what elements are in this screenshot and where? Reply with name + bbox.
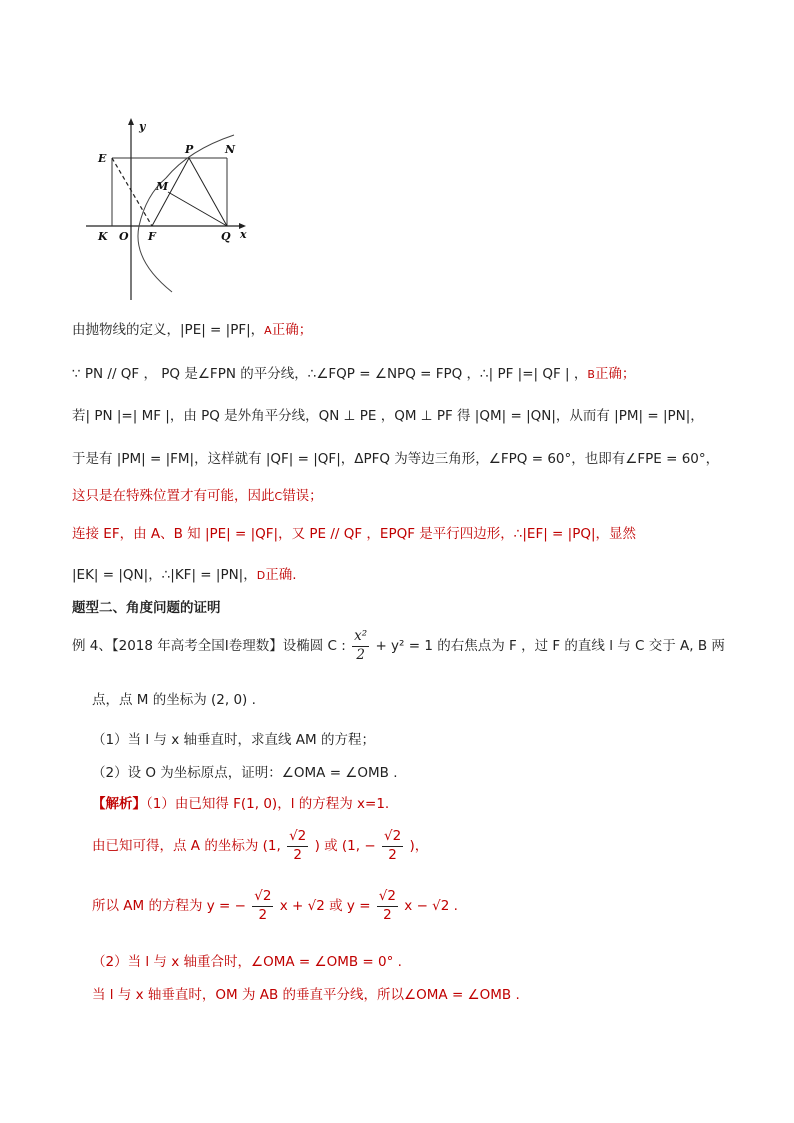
fraction-sqrt2-over-2: $\frac{√2}{2}$ [383,828,402,863]
paragraph-4: 于是有 |PM| = |FM|，这样就有 |QF| = |QF|，ΔPFQ 为等边三角形，∠FPQ = 60°，也即有∠FPE = 60°， [72,451,720,467]
option-letter-D: D [256,569,266,582]
label-M: M [156,180,169,193]
case-coincide-line: （2）当 l 与 x 轴重合时，∠OMA = ∠OMB = 0° . [92,954,402,970]
example-4-line-2: 点，点 M 的坐标为 (2, 0) . [92,692,256,708]
y-axis-arrow [128,118,134,125]
ellipse-fraction: $\frac{\text{x²}}{2}$ [354,628,368,663]
fraction-sqrt2-over-2: $\frac{√2}{2}$ [289,828,307,863]
paragraph-5: 这只是在特殊位置才有可能，因此C错误； [72,488,323,504]
label-O: O [119,230,129,243]
analysis-tag: 【解析】 [92,796,146,812]
label-Q: Q [221,230,231,243]
option-letter-B: B [587,368,595,381]
point-a-line: 由已知可得，点 A 的坐标为 (1, $\frac{√2}{2}$ ) 或 (1, − $\frac{√2}{2}$ )， [92,828,429,863]
label-K: K [98,230,108,243]
paragraph-3: 若| PN |=| MF |，由 PQ 是外角平分线，QN ⊥ PE ，QM ⊥ PF 得 |QM| = |QN|，从而有 |PM| = |PN|， [72,408,704,424]
option-letter-C: C [274,490,283,503]
label-y: y [139,120,146,133]
option-letter-A: A [264,324,272,337]
paragraph-2: ∵ PN // QF ， PQ 是∠FPN 的平分线，∴∠FQP = ∠NPQ = FPQ ，∴| PF |=| QF | ，B正确； [72,366,636,382]
label-N: N [225,143,236,156]
fraction-sqrt2-over-2: $\frac{√2}{2}$ [254,888,272,923]
am-equation-line: 所以 AM 的方程为 y = − $\frac{√2}{2}$ x + √2 或 y = $\frac{√2}{2}$ x − √2 . [92,888,458,923]
section-title: 题型二、角度问题的证明 [72,600,221,616]
parabola-figure [84,110,274,305]
line-MQ [168,192,227,226]
paragraph-6: 连接 EF，由 A、B 知 |PE| = |QF|，又 PE // QF ，EPQF 是平行四边形，∴|EF| = |PQ|，显然 [72,526,637,542]
example-4-line-1: 例 4、【2018 年高考全国Ⅰ卷理数】设椭圆 C : $\frac{\text{x²}}{2}$ + y² = 1 的右焦点为 F ，过 F 的直线 l 与 C 交于 A, B 两 [72,628,725,663]
case-perpendicular-line: 当 l 与 x 轴垂直时，OM 为 AB 的垂直平分线，所以∠OMA = ∠OMB . [92,987,520,1003]
line-EF-dashed [112,158,152,226]
label-x: x [240,228,247,241]
line-PQ [189,158,227,226]
label-P: P [185,143,194,156]
label-E: E [98,152,107,165]
label-F: F [148,230,156,243]
fraction-sqrt2-over-2: $\frac{√2}{2}$ [378,888,396,923]
paragraph-1: 由抛物线的定义，|PE| = |PF|，A正确； [72,322,313,338]
question-2: （2）设 O 为坐标原点，证明：∠OMA = ∠OMB . [92,765,398,781]
paragraph-7: |EK| = |QN|，∴|KF| = |PN|，D正确. [72,567,297,583]
question-1: （1）当 l 与 x 轴垂直时，求直线 AM 的方程； [92,732,375,748]
analysis-line: 【解析】（1）由已知得 F(1, 0)，l 的方程为 x=1. [92,796,390,812]
